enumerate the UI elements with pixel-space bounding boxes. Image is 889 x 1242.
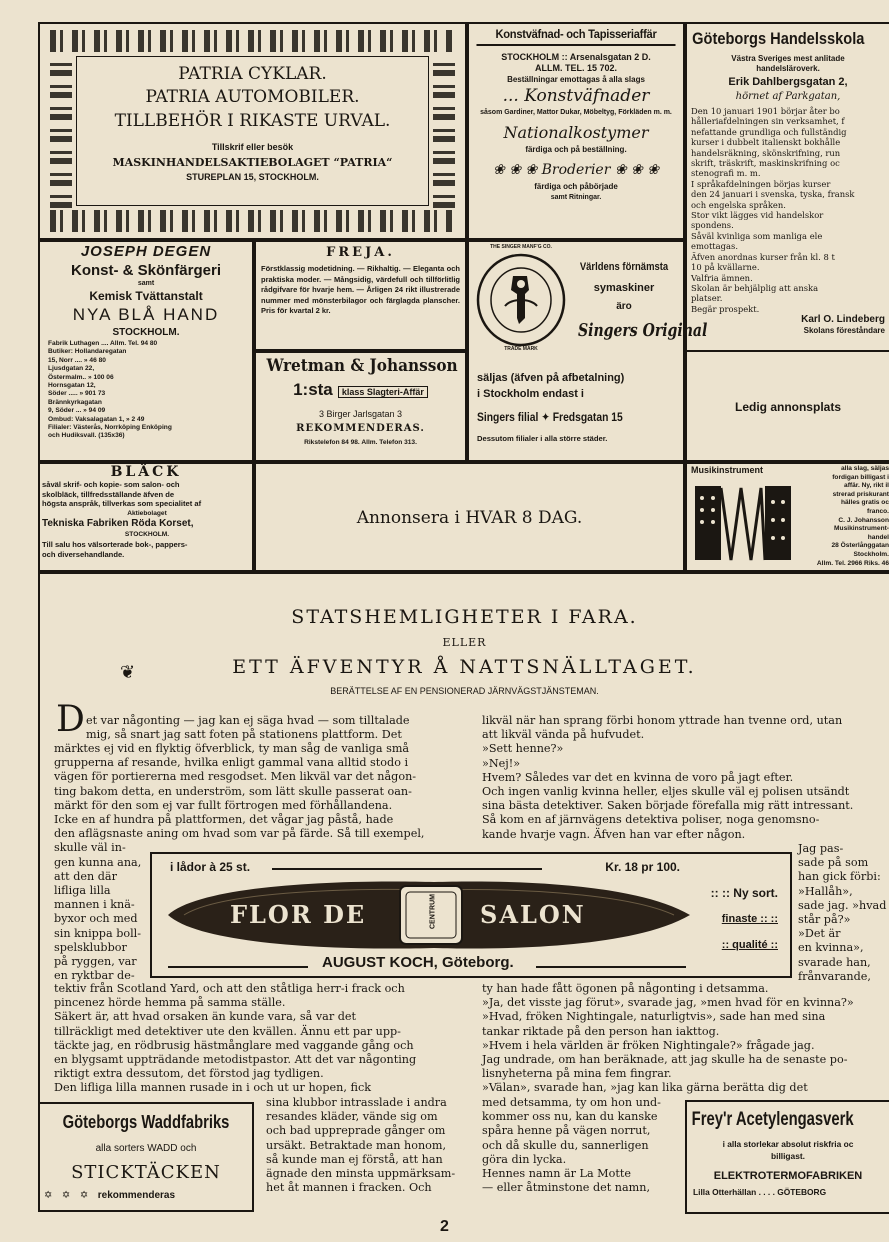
handelsskola-body-line: nefattande grundliga och fullständig <box>691 126 847 137</box>
handelsskola-sign: Karl O. Lindeberg <box>801 314 885 326</box>
ad-freja <box>254 240 467 351</box>
article-line: sin knippa boll- <box>54 926 142 940</box>
article-line: tankar riktade på den person han iakttog. <box>482 1024 720 1038</box>
konstvafnad-brand: ... Konstväfnader <box>502 86 650 106</box>
handelsskola-body-line: Stor vikt lägges vid handelskor <box>691 210 824 221</box>
musik-line: affär. Ny, rikt il <box>844 482 889 490</box>
cigar-bottom-rule-left <box>168 966 308 968</box>
ad-patria <box>38 22 467 240</box>
konstvafnad-broderier-sub2: samt Ritningar. <box>550 194 602 201</box>
degen-l5: NYA BLÅ HAND <box>72 305 220 324</box>
article-line: sade jag. »hvad <box>798 898 887 912</box>
degen-row: Söder ..... » 901 73 <box>48 390 106 398</box>
article-line: »Ja, det visste jag förut», svarade jag, »men hvad för en kvinna?» <box>482 996 854 1010</box>
wadd-title: Göteborgs Waddfabriks <box>62 1112 230 1132</box>
handelsskola-body-line: Skolan är behjälplig att anska <box>691 282 819 293</box>
article-line: lifliga lilla <box>54 884 111 898</box>
article-line: et var någonting — jag kan ej säga hvad — som tilltalade <box>86 714 410 727</box>
ad-degen <box>38 240 254 462</box>
degen-row: Butiker: Hollandaregatan <box>48 348 127 356</box>
handelsskola-body-line: platser. <box>691 293 723 304</box>
article-line: en blygsamt uppträdande metodistpastor. Att det var någonting <box>54 1053 417 1067</box>
degen-row: Hornsgatan 12, <box>48 382 96 390</box>
handelsskola-body-line: handelsräkning, skönskrifning, run <box>691 147 841 158</box>
article-line: het åt mannen i fracken. Och <box>266 1181 432 1195</box>
cigar-bottom: AUGUST KOCH, Göteborg. <box>322 954 514 971</box>
handelsskola-sign2: Skolans föreståndare <box>803 326 885 336</box>
article-line: Den lifliga lilla mannen rusade in i och ut ur hopen, fick <box>54 1081 371 1095</box>
black-title: BLÄCK <box>110 464 182 480</box>
article-col2-b <box>482 982 886 1096</box>
article-line: mig, så snart jag satt foten på stationens plattform. Det <box>86 728 402 742</box>
article-line: Jag undrade, om han beräknade, att jag skulle ha de senaste po- <box>482 1053 848 1067</box>
musik-line: hälles gratis oc <box>840 499 889 507</box>
article-line: den aflägsnaste aning om hvad som var på färde. Så till exempel, <box>54 827 425 841</box>
cigar-r1: :: :: Ny sort. <box>710 886 778 900</box>
handelsskola-l2: handelsläroverk. <box>756 64 820 73</box>
article-left-rule <box>38 572 40 1102</box>
article-line: en kvinna», <box>798 941 864 955</box>
wadd-l1: alla sorters WADD och <box>95 1143 197 1154</box>
handelsskola-body-line: Den 10 januari 1901 börjar åter bo <box>691 106 840 116</box>
ad-cigar <box>150 852 792 978</box>
degen-row: Östermalm.. » 100 06 <box>48 373 114 381</box>
cigar-top-right: Kr. 18 pr 100. <box>605 860 680 874</box>
article-col2-a <box>482 714 886 842</box>
article-line: göra din lycka. <box>482 1152 567 1166</box>
singer-l5: säljas (äfven på afbetalning) <box>477 372 625 384</box>
article-line: tillräckligt med detektiver ute den kvällen. Ännu ett par upp- <box>54 1024 401 1038</box>
singer-l2: symaskiner <box>593 282 655 294</box>
wretman-tel: Rikstelefon 84 98. Allm. Telefon 313. <box>304 439 417 446</box>
handelsskola-body-line: emottagas. <box>691 241 738 252</box>
article-line: sina klubbor intrasslade i andra <box>266 1096 447 1109</box>
musik-line: C. J. Johansson <box>838 516 889 524</box>
article-col2-side <box>798 842 886 984</box>
cigar-label-c: CENTRUM <box>429 894 437 929</box>
handelsskola-body-line: skrift, träskrift, maskinskrifning oc <box>691 158 840 169</box>
article-line: täckte jag, en rödbrusig hästmånglare med vaggande gång och <box>54 1038 414 1052</box>
handelsskola-body-line: 10 på kvällarne. <box>691 262 760 273</box>
handelsskola-body-line: och engelska språken. <box>691 199 786 210</box>
article-col1-b <box>54 982 458 1096</box>
konstvafnad-broderier-sub: färdiga och påbörjade <box>534 182 618 191</box>
article-line: Och ingen vanlig kvinna heller, eljes skulle väl ej polisen utsändt <box>482 785 850 799</box>
article-line: märkt för den som ej var fullt förtrogen med förhållandena. <box>54 798 393 812</box>
degen-l6: STOCKHOLM. <box>112 327 180 338</box>
article-line: en ryktbar de- <box>54 969 135 983</box>
konstvafnad-tel: ALLM. TEL. 15 702. <box>534 63 618 73</box>
wadd-l3: rekommenderas <box>97 1190 176 1201</box>
handelsskola-title: Göteborgs Handelsskola <box>692 29 865 48</box>
cigar-r2: finaste :: :: <box>721 913 778 925</box>
degen-l3: samt <box>137 280 155 287</box>
article-line: han gick förbi: <box>798 870 881 884</box>
wretman-rec: REKOMMENDERAS. <box>296 423 425 434</box>
article-col1-c <box>266 1096 460 1195</box>
star-icon: ✡ ✡ ✡ <box>44 1190 95 1201</box>
degen-rows <box>40 340 252 441</box>
article-line: »Hallåh», <box>798 884 853 898</box>
wretman-sub2: klass Slagteri-Affär <box>338 386 428 398</box>
singer-l6: i Stockholm endast i <box>477 388 584 400</box>
singer-seal-bottom: TRADE MARK <box>504 346 538 352</box>
handelsskola-body-line: I språkafdelningen börjas kurser <box>691 178 831 189</box>
article-line: grupperna af resande, hvilka enligt gammal vana alltid stodo i <box>54 756 409 770</box>
ad-handelsskola <box>685 22 889 352</box>
konstvafnad-items: såsom Gardiner, Mattor Dukar, Möbeltyg, Förkläden m. m. <box>480 109 672 116</box>
ad-frey <box>685 1100 889 1214</box>
annonsera-text: Annonsera i HVAR 8 DAG. <box>356 508 583 528</box>
article-line: »Sett henne?» <box>482 742 564 756</box>
frey-l3: ELEKTROTERMOFABRIKEN <box>713 1170 863 1182</box>
ledig-text: Ledig annonsplats <box>734 400 841 414</box>
article-line: frånvarande, <box>798 969 871 983</box>
article-line: likväl när han sprang förbi honom yttrade han tvenne ord, utan <box>482 714 843 727</box>
handelsskola-l4: hörnet af Parkgatan, <box>735 91 841 102</box>
article-line: Hvem? Således var det en kvinna de voro på jagt efter. <box>482 770 794 784</box>
degen-row: Filialer: Västerås, Norrköping Enköping <box>48 424 172 432</box>
konstvafnad-title: Konstväfnad- och Tapisseriaffär <box>476 24 675 46</box>
article-line: med detsamma, ty om hon und- <box>482 1096 661 1109</box>
article-byline: BERÄTTELSE AF EN PENSIONERAD JÄRNVÄGSTJÄNSTEMAN. <box>330 686 599 696</box>
article-line: — eller åtminstone det namn, <box>482 1181 651 1195</box>
ad-annonsera <box>254 462 685 572</box>
musik-line: franco. <box>867 507 889 515</box>
konstvafnad-broderier: ❀ ❀ ❀ Broderier ❀ ❀ ❀ <box>493 162 659 178</box>
frey-l2: billigast. <box>771 1151 805 1161</box>
freja-body: Förstklassig modetidning. — Rikhaltig. — Eleganta och praktiska moder. — Mångsidig, värdefull och tillförlitlig rådgifvare för hvarje hem. — Årligen 24 rikt illustrerade nummer med mönsterbilagor och färglagda planscher. Pris för kvartal 2 kr. <box>261 264 460 316</box>
handelsskola-body-line: Valfria ämnen. <box>691 272 753 283</box>
ornament-border-left <box>50 54 72 208</box>
article-or: ELLER <box>442 636 487 649</box>
frey-l4: Lilla Otterhällan . . . . GÖTEBORG <box>693 1187 827 1197</box>
cigar-bottom-rule-right <box>536 966 686 968</box>
ornament-border-right <box>433 54 455 208</box>
singer-l4: Singers Original <box>577 320 708 341</box>
article-line: resandes kläder, vände sig om <box>266 1110 438 1124</box>
handelsskola-body-line: kurser i dubbelt italienskt bokhålle <box>691 137 841 148</box>
article-line: märktes ej vid en flyktig öfverblick, ty man såg de vanliga små <box>54 742 410 755</box>
article-line: spåra henne på vägen norrut, <box>482 1124 651 1138</box>
article-line: vägen för portiererna med resgodset. Men likväl var det någon- <box>54 770 417 784</box>
musik-line: 28 Österlånggatan <box>831 542 889 550</box>
handelsskola-body-line: den 24 januari i svenska, tyska, fransk <box>691 189 855 200</box>
ornament-border-bottom <box>50 210 455 232</box>
degen-l2: Konst- & Skönfärgeri <box>70 262 221 279</box>
cigar-top-left: i lådor à 25 st. <box>170 860 251 874</box>
article-line: att den där <box>54 869 117 883</box>
handelsskola-body-line: spondens. <box>691 220 734 231</box>
cigar-top-rule <box>272 868 542 870</box>
article-subtitle: ETT ÄFVENTYR Å NATTSNÄLLTAGET. <box>232 656 697 678</box>
ad-wretman <box>254 351 467 462</box>
handelsskola-body-line: stenografi m. m. <box>691 168 761 179</box>
article-line: pincenez hörde hemma på samma ställe. <box>54 996 286 1010</box>
handelsskola-body-line: Begär prospekt. <box>691 303 760 314</box>
handelsskola-body <box>687 103 889 314</box>
article-line: kommer oss nu, kan du kanske <box>482 1110 658 1124</box>
singer-seal-top: THE SINGER MANF'G CO. <box>490 244 552 250</box>
cigar-r3: :: qualité :: <box>721 939 778 951</box>
article-line: står på?» <box>798 913 851 927</box>
patria-line3: TILLBEHÖR I RIKASTE URVAL. <box>114 111 391 131</box>
freja-title: FREJA. <box>326 245 395 260</box>
ad-musik <box>685 462 889 572</box>
patria-line1: PATRIA CYKLAR. <box>178 64 327 84</box>
article-line: ting bakom detta, en underström, som lätt skulle passerat oan- <box>54 784 412 798</box>
article-line: sade på som <box>798 856 869 870</box>
handelsskola-body-line: Såväl kvinliga som manliga ele <box>691 230 823 241</box>
article-line: tektiv från Scotland Yard, och att den ståtliga herr-i frack och <box>54 982 405 995</box>
singer-seal-icon <box>475 252 567 348</box>
article-title: STATSHEMLIGHETER I FARA. <box>291 606 638 628</box>
konstvafnad-orders: Beställningar emottagas å alla slags <box>507 75 645 84</box>
musik-line: Musikinstrument- <box>834 525 889 533</box>
wadd-l2: STICKTÄCKEN <box>71 1162 221 1183</box>
patria-frame <box>76 56 429 206</box>
black-l3: högsta anspråk, tillverkas som specialitet af <box>42 499 202 509</box>
fleuron-icon: ❦ <box>120 662 136 683</box>
patria-line2: PATRIA AUTOMOBILER. <box>145 87 360 107</box>
black-l6: STOCKHOLM. <box>124 531 170 539</box>
article-line: skulle väl in- <box>54 841 126 855</box>
degen-row: Fabrik Luthagen .... Allm. Tel. 94 80 <box>48 340 158 347</box>
musik-title: Musikinstrument <box>691 465 764 475</box>
degen-l1: JOSEPH DEGEN <box>80 243 212 260</box>
black-l8: och diversehandlande. <box>42 549 125 559</box>
konstvafnad-costume: Nationalkostymer <box>503 123 649 142</box>
article-line: Jag pas- <box>798 842 844 855</box>
article-line: lisnyheterna på mina fem fingrar. <box>482 1067 672 1081</box>
wretman-title: Wretman & Johansson <box>266 356 458 376</box>
degen-row: 9, Söder ... » 94 09 <box>48 407 106 415</box>
article-line: Hennes namn är La Motte <box>482 1167 631 1181</box>
black-l1: såväl skrif- och kopie- som salon- och <box>42 480 180 489</box>
black-l4: Aktiebolaget <box>127 509 167 517</box>
article-line: »Hvem i hela världen är fröken Nightingale?» frågade jag. <box>482 1038 815 1052</box>
black-l5: Tekniska Fabriken Röda Korset, <box>42 518 194 530</box>
degen-row: 15, Norr .... » 46 80 <box>48 356 106 364</box>
article-line: ursäkt. Betraktade man honom, <box>266 1138 447 1152</box>
handelsskola-l1: Västra Sveriges mest anlitade <box>731 54 845 63</box>
degen-l4: Kemisk Tvättanstalt <box>89 289 203 303</box>
ad-ledig <box>685 352 889 462</box>
article-line: ägnade den minsta uppmärksam- <box>266 1167 456 1181</box>
musik-line: Stockholm. <box>853 550 889 558</box>
ad-black <box>38 462 254 572</box>
handelsskola-l3: Erik Dahlbergsgatan 2, <box>728 76 848 88</box>
musik-line: Allm. Tel. 2966 Riks. 46 <box>816 559 889 567</box>
cigar-brand-left: FLOR DE <box>230 900 367 929</box>
konstvafnad-costume-sub: färdiga och på beställning. <box>525 145 627 154</box>
singer-l8: Dessutom filialer i alla större städer. <box>477 434 608 443</box>
musik-line: strerad priskurant <box>832 490 889 498</box>
degen-row: Ljusdgatan 22, <box>48 365 95 373</box>
patria-line4: Tillskrif eller besök <box>211 142 294 152</box>
article-line: »Nej!» <box>482 756 521 770</box>
patria-line5: MASKINHANDELSAKTIEBOLAGET “PATRIA“ <box>112 156 393 169</box>
article-line: så kunde man ej förstå, att han <box>266 1152 443 1166</box>
frey-title: Frey'r Acetylengasverk <box>691 1109 854 1130</box>
article-line: gen kunna ana, <box>54 855 142 869</box>
ad-wadd <box>38 1102 254 1212</box>
article-col2-c <box>482 1096 678 1195</box>
singer-l1: Världens förnämsta <box>579 261 669 273</box>
article-line: svarade han, <box>798 955 871 969</box>
article-line: spelsklubbor <box>54 940 127 954</box>
page-number: 2 <box>440 1218 449 1235</box>
article-col1-head <box>86 714 458 742</box>
wretman-sub1: 1:sta <box>293 380 333 399</box>
article-line: Säkert är, att hvad orsaken än kunde vara, så var det <box>54 1010 357 1024</box>
ornament-border-top <box>50 30 455 52</box>
black-l7: Till salu hos välsorterade bok-, pappers- <box>42 539 188 549</box>
article-dropcap: D <box>56 699 85 740</box>
ad-konstvafnad <box>467 22 685 240</box>
article-line: riktigt extra dessutom, det förstod jag tydligen. <box>54 1067 324 1081</box>
cigar-brand-right: SALON <box>480 900 586 929</box>
article-line: Icke en af hundra på plattformen, det vågar jag påstå, hade <box>54 813 394 827</box>
article-line: Så kom en af järnvägens detektiva poliser, noga genomsno- <box>482 813 820 827</box>
musik-line: handel <box>867 533 889 541</box>
article-line: sina bästa detektiver. Saken började förefalla mig rätt intressant. <box>482 799 854 813</box>
singer-l7: Singers filial ✦ Fredsgatan 15 <box>477 410 623 424</box>
article-line: ty han hade fått ögonen på någonting i detsamma. <box>482 982 769 995</box>
singer-l3: äro <box>616 301 632 312</box>
musik-line: alla slag, säljas <box>840 465 889 472</box>
degen-row: Brännkyrkagatan <box>48 398 102 406</box>
article-line: och bad uppreprade gånger om <box>266 1124 446 1138</box>
article-line: att likväl vända på hufvudet. <box>482 728 645 742</box>
konstvafnad-addr: STOCKHOLM :: Arsenalsgatan 2 D. <box>501 52 651 62</box>
article-line: kande hvarje vagn. Äfven han var efter någon. <box>482 827 746 841</box>
article-line: »Det är <box>798 927 841 941</box>
handelsskola-body-line: hålleriafdelningen sin verksamhet, f <box>691 116 845 127</box>
handelsskola-body-line: Äfven anordnas kurser från kl. 8 t <box>691 251 835 262</box>
article-line: »Välan», svarade han, »jag kan lika gärna berätta dig det <box>482 1081 808 1095</box>
article-line: mannen i knä- <box>54 898 135 912</box>
degen-row: och Hudiksvall. (135x36) <box>48 432 125 440</box>
musik-lines <box>795 465 889 568</box>
patria-line6: STUREPLAN 15, STOCKHOLM. <box>186 172 319 182</box>
black-l2: skolbläck, tillfredsställande äfven de <box>42 489 175 499</box>
article-line: på ryggen, var <box>54 955 137 969</box>
accordion-icon <box>693 480 793 566</box>
degen-row: Ombud: Vaksalagatan 1, » 2 49 <box>48 415 145 423</box>
article-line: byxor och med <box>54 912 138 926</box>
article-line: »Hvad, fröken Nightingale, naturligtvis», sade han med sina <box>482 1010 826 1024</box>
article-line: och då skulle du, sannerligen <box>482 1138 649 1152</box>
article-top-rule <box>38 572 889 574</box>
frey-l1: i alla storlekar absolut riskfria oc <box>722 1139 854 1149</box>
musik-line: fordigan billigast i <box>832 473 889 481</box>
wretman-addr: 3 Birger Jarlsgatan 3 <box>318 409 403 419</box>
